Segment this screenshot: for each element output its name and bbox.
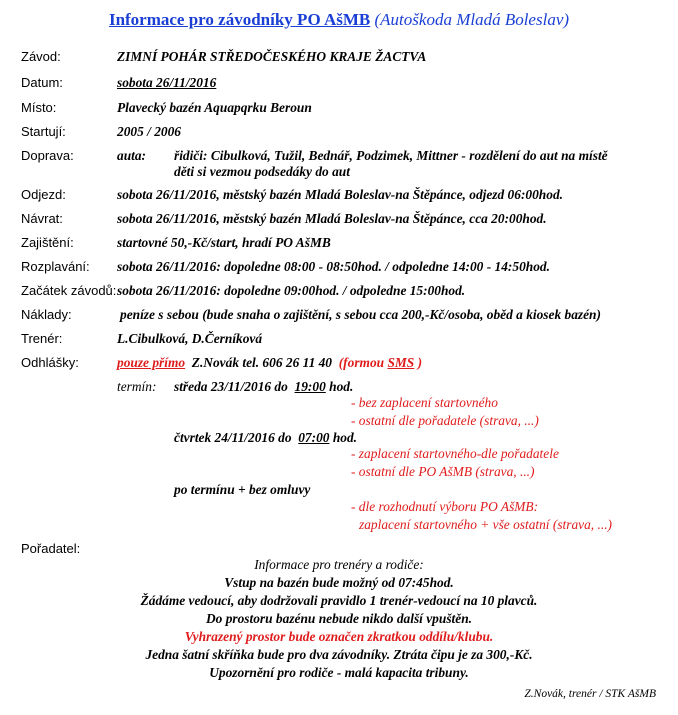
deadline-2 — [174, 430, 357, 446]
odhlasky-form-close: ) — [417, 355, 423, 370]
label-trener: Trenér: — [21, 331, 63, 346]
deadline-2-note-2: - ostatní dle PO AšMB (strava, ...) — [351, 464, 535, 479]
label-rozplavani: Rozplavání: — [21, 259, 90, 274]
deadline-1 — [174, 379, 353, 395]
title-main: Informace pro závodníky PO AšMB — [108, 10, 371, 29]
info-line-3: Do prostoru bazénu nebude nikdo další vpuštěn. — [205, 611, 472, 626]
after-deadline: po termínu + bez omluvy — [174, 482, 311, 497]
title-subtitle: (Autoškoda Mladá Boleslav) — [374, 10, 570, 29]
info-line-2: Žádáme vedoucí, aby dodržovali pravidlo 1 trenér-vedoucí na 10 plavců. — [140, 593, 538, 608]
value-trener: L.Cibulková, D.Černíková — [117, 331, 263, 346]
label-zacatek: Začátek závodů: — [21, 283, 117, 298]
label-doprava: Doprava: — [21, 148, 74, 163]
value-datum: sobota 26/11/2016 — [117, 75, 217, 90]
info-heading: Informace pro trenéry a rodiče: — [254, 557, 424, 572]
value-misto: Plavecký bazén Aquapqrku Beroun — [117, 100, 312, 115]
deadline-2-suffix: hod. — [332, 430, 358, 445]
label-zavod: Závod: — [21, 49, 61, 64]
deadline-2-date: čtvrtek 24/11/2016 do — [174, 430, 292, 445]
label-navrat: Návrat: — [21, 211, 63, 226]
label-datum: Datum: — [21, 75, 63, 90]
value-startuji: 2005 / 2006 — [117, 124, 181, 139]
signature: Z.Novák, trenér / STK AšMB — [524, 688, 656, 700]
doprava-line-1: řidiči: Cibulková, Tužil, Bednář, Podzimek, Mittner - rozdělení do aut na místě — [174, 148, 608, 163]
label-poradatel: Pořadatel: — [21, 541, 81, 556]
info-line-4: Vyhrazený prostor bude označen zkratkou oddílu/klubu. — [184, 629, 494, 644]
label-naklady: Náklady: — [21, 307, 72, 322]
deadline-1-note-1: - bez zaplacení startovného — [351, 395, 498, 410]
label-odhlasky: Odhlášky: — [21, 355, 79, 370]
label-misto: Místo: — [21, 100, 57, 115]
odhlasky-form-open: (formou — [338, 355, 385, 370]
value-zavod: ZIMNÍ POHÁR STŘEDOČESKÉHO KRAJE ŽACTVA — [117, 49, 427, 64]
label-odjezd: Odjezd: — [21, 187, 66, 202]
info-line-1: Vstup na bazén bude možný od 07:45hod. — [224, 575, 454, 590]
value-navrat: sobota 26/11/2016, městský bazén Mladá Boleslav-na Štěpánce, cca 20:00hod. — [117, 211, 547, 226]
value-rozplavani: sobota 26/11/2016: dopoledne 08:00 - 08:50hod. / odpoledne 14:00 - 14:50hod. — [117, 259, 550, 274]
odhlasky-only: pouze přímo — [117, 355, 186, 370]
odhlasky-contact-line — [117, 355, 422, 371]
info-line-5: Jedna šatní skříňka bude pro dva závodníky. Ztráta čipu je za 300,-Kč. — [145, 647, 533, 662]
doprava-line-2: děti si vezmou podsedáky do aut — [174, 164, 350, 179]
deadline-2-note-1: - zaplacení startovného-dle pořadatele — [351, 446, 559, 461]
deadline-1-note-2: - ostatní dle pořadatele (strava, ...) — [351, 413, 539, 428]
value-zacatek: sobota 26/11/2016: dopoledne 09:00hod. / odpoledne 15:00hod. — [117, 283, 466, 298]
label-startuji: Startují: — [21, 124, 66, 139]
deadline-1-suffix: hod. — [329, 379, 354, 394]
label-zajisteni: Zajištění: — [21, 235, 74, 250]
deadline-2-time: 07:00 — [298, 430, 330, 445]
value-odjezd: sobota 26/11/2016, městský bazén Mladá Boleslav-na Štěpánce, odjezd 06:00hod. — [117, 187, 563, 202]
doprava-sub-label: auta: — [117, 148, 147, 163]
termin-label: termín: — [117, 379, 157, 394]
after-note-2: zaplacení startovného + vše ostatní (strava, ...) — [359, 517, 613, 532]
after-note-1: - dle rozhodnutí výboru PO AšMB: — [351, 499, 539, 514]
deadline-1-time: 19:00 — [294, 379, 326, 394]
value-zajisteni: startovné 50,-Kč/start, hradí PO AšMB — [117, 235, 331, 250]
deadline-1-date: středa 23/11/2016 do — [174, 379, 288, 394]
odhlasky-contact: Z.Novák tel. 606 26 11 40 — [191, 355, 332, 370]
odhlasky-sms: SMS — [387, 355, 415, 370]
value-naklady: peníze s sebou (bude snaha o zajištění, s sebou cca 200,-Kč/osoba, oběd a kiosek bazén) — [120, 307, 601, 322]
info-line-6: Upozornění pro rodiče - malá kapacita tribuny. — [209, 665, 469, 680]
document-title — [0, 10, 678, 30]
